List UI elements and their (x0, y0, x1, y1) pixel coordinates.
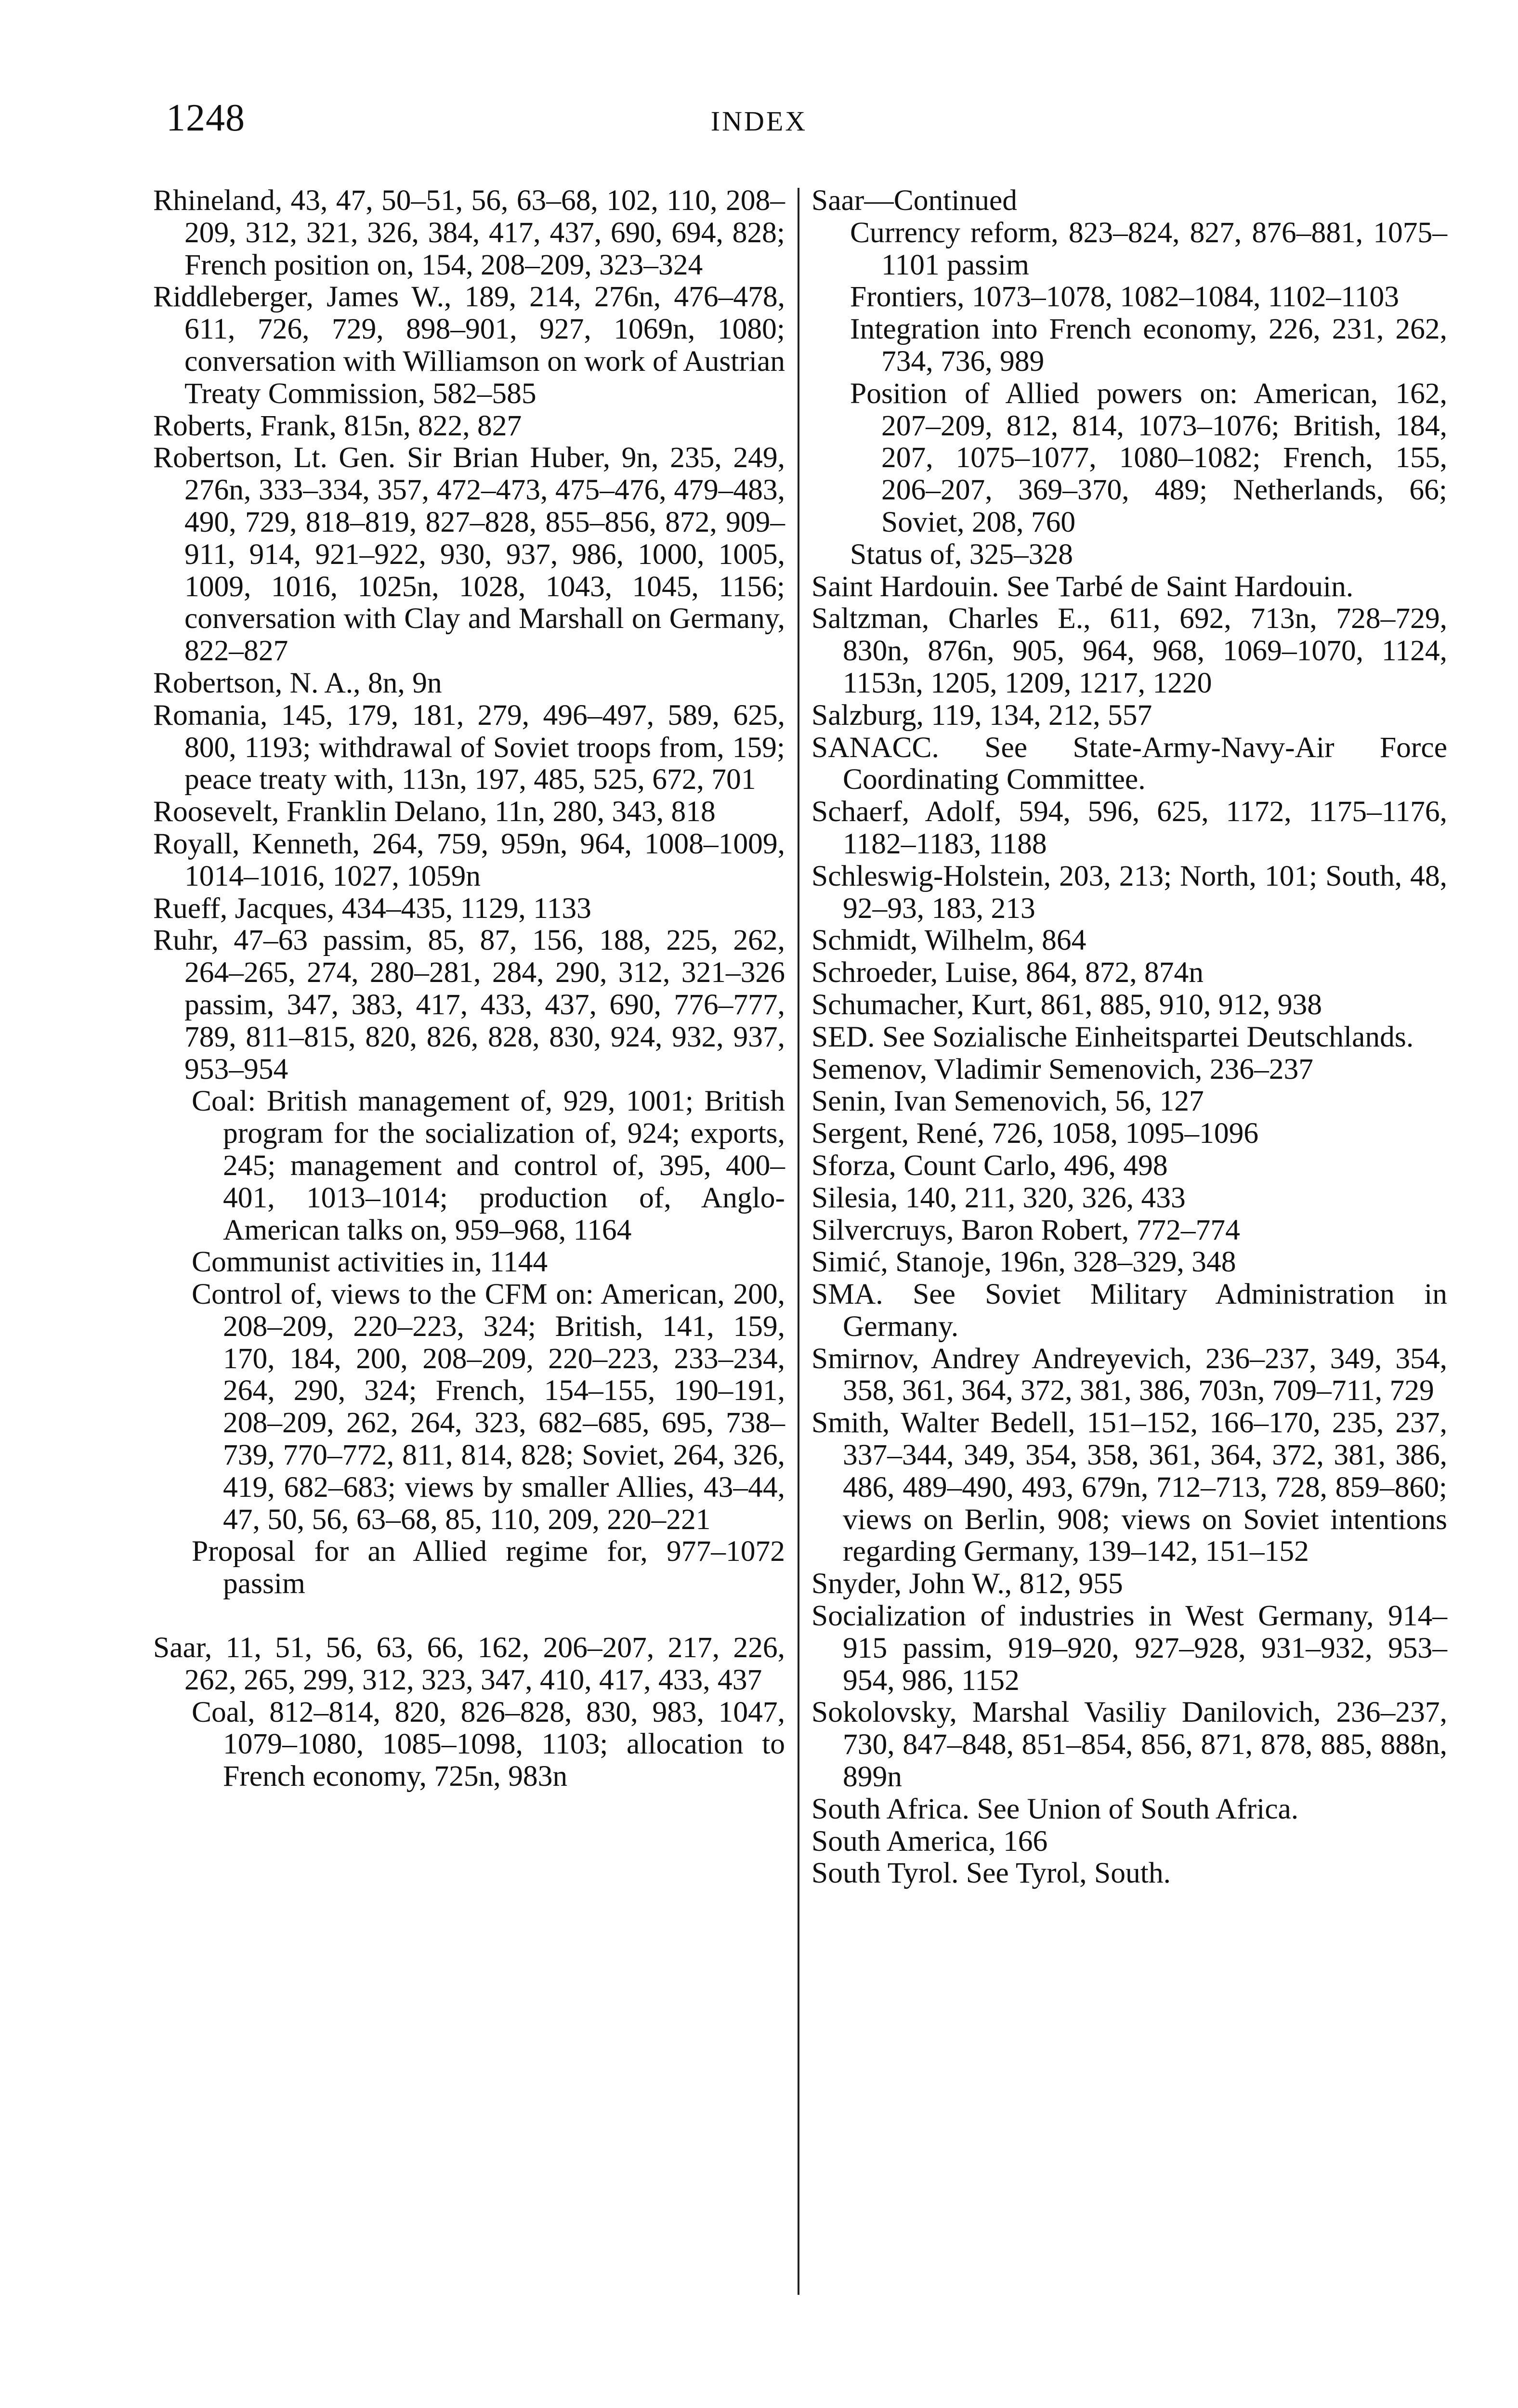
index-entry: Sokolovsky, Marshal Vasiliy Danilovich, 236–237, 730, 847–848, 851–854, 856, 871, 878, 885, 888n, 899n (811, 1696, 1447, 1793)
index-subentry: Control of, views to the CFM on: American, 200, 208–209, 220–223, 324; British, 141, 159, 170, 184, 200, 208–209, 220–223, 233–234, 264, 290, 324; French, 154–155, 190–191, 208–209, 262, 264, 323, 682–685, 695, 738–739, 770–772, 811, 814, 828; Soviet, 264, 326, 419, 682–683; views by smaller Allies, 43–44, 47, 50, 56, 63–68, 85, 110, 209, 220–221 (192, 1278, 785, 1536)
index-entry: Sergent, René, 726, 1058, 1095–1096 (811, 1117, 1259, 1150)
index-subentry: Coal, 812–814, 820, 826–828, 830, 983, 1047, 1079–1080, 1085–1098, 1103; allocation to French economy, 725n, 983n (192, 1695, 785, 1793)
column-divider (798, 188, 799, 2295)
index-entry: Senin, Ivan Semenovich, 56, 127 (811, 1085, 1204, 1118)
index-column-left (153, 184, 785, 1793)
index-entry: Schmidt, Wilhelm, 864 (811, 924, 1086, 957)
index-entry: Romania, 145, 179, 181, 279, 496–497, 589, 625, 800, 1193; withdrawal of Soviet troops from, 159; peace treaty with, 113n, 197, 485, 525, 672, 701 (153, 698, 785, 796)
page-number: 1248 (166, 97, 245, 139)
running-head: INDEX (710, 105, 808, 137)
index-entry: Saint Hardouin. See Tarbé de Saint Hardouin. (811, 570, 1354, 603)
index-entry: South America, 166 (811, 1824, 1048, 1858)
index-entry: Roosevelt, Franklin Delano, 11n, 280, 343, 818 (153, 795, 716, 828)
index-entry: Saltzman, Charles E., 611, 692, 713n, 728–729, 830n, 876n, 905, 964, 968, 1069–1070, 1124, 1153n, 1205, 1209, 1217, 1220 (811, 602, 1447, 699)
index-subentry: Status of, 325–328 (850, 537, 1073, 571)
index-subentry: Position of Allied powers on: American, 162, 207–209, 812, 814, 1073–1076; British, 184, 207, 1075–1077, 1080–1082; French, 155, 206–207, 369–370, 489; Netherlands, 66; Soviet, 208, 760 (850, 377, 1447, 538)
index-entry: Schleswig-Holstein, 203, 213; North, 101; South, 48, 92–93, 183, 213 (811, 859, 1447, 925)
index-subentry: Frontiers, 1073–1078, 1082–1084, 1102–1103 (850, 280, 1400, 314)
index-entry: Saar—Continued (811, 184, 1018, 217)
index-entry: Riddleberger, James W., 189, 214, 276n, 476–478, 611, 726, 729, 898–901, 927, 1069n, 1080; conversation with Williamson on work of Austrian Treaty Commission, 582–585 (153, 280, 785, 410)
index-subentry: Communist activities in, 1144 (192, 1245, 548, 1279)
index-entry: Socialization of industries in West Germany, 914–915 passim, 919–920, 927–928, 931–932, 953–954, 986, 1152 (811, 1599, 1447, 1697)
index-entry: Sforza, Count Carlo, 496, 498 (811, 1149, 1168, 1182)
index-entry: Silesia, 140, 211, 320, 326, 433 (811, 1181, 1186, 1214)
index-entry: Schroeder, Luise, 864, 872, 874n (811, 956, 1204, 989)
index-entry: Snyder, John W., 812, 955 (811, 1567, 1123, 1600)
index-entry: SANACC. See State-Army-Navy-Air Force Coordinating Committee. (811, 731, 1447, 796)
index-entry: SMA. See Soviet Military Administration in Germany. (811, 1278, 1447, 1343)
index-entry: Robertson, Lt. Gen. Sir Brian Huber, 9n, 235, 249, 276n, 333–334, 357, 472–473, 475–476, 479–483, 490, 729, 818–819, 827–828, 855–856, 872, 909–911, 914, 921–922, 930, 937, 986, 1000, 1005, 1009, 1016, 1025n, 1028, 1043, 1045, 1156; conversation with Clay and Marshall on Germany, 822–827 (153, 441, 785, 667)
index-subentry: Proposal for an Allied regime for, 977–1072 passim (192, 1535, 785, 1600)
index-entry: Roberts, Frank, 815n, 822, 827 (153, 409, 522, 442)
index-entry: Silvercruys, Baron Robert, 772–774 (811, 1213, 1240, 1246)
entry-gap (153, 1600, 785, 1632)
index-subentry: Integration into French economy, 226, 231, 262, 734, 736, 989 (850, 313, 1447, 378)
index-entry: Ruhr, 47–63 passim, 85, 87, 156, 188, 225, 262, 264–265, 274, 280–281, 284, 290, 312, 321–326 passim, 347, 383, 417, 433, 437, 690, 776–777, 789, 811–815, 820, 826, 828, 830, 924, 932, 937, 953–954 (153, 924, 785, 1086)
index-entry: Salzburg, 119, 134, 212, 557 (811, 698, 1152, 732)
index-entry: Schaerf, Adolf, 594, 596, 625, 1172, 1175–1176, 1182–1183, 1188 (811, 795, 1447, 860)
index-entry: Simić, Stanoje, 196n, 328–329, 348 (811, 1245, 1236, 1279)
index-entry: Saar, 11, 51, 56, 63, 66, 162, 206–207, 217, 226, 262, 265, 299, 312, 323, 347, 410, 417, 433, 437 (153, 1631, 785, 1696)
index-subentry: Currency reform, 823–824, 827, 876–881, 1075–1101 passim (850, 216, 1447, 281)
index-entry: Schumacher, Kurt, 861, 885, 910, 912, 938 (811, 988, 1322, 1021)
index-column-right (811, 184, 1447, 1889)
index-entry: Semenov, Vladimir Semenovich, 236–237 (811, 1052, 1313, 1086)
index-entry: Smirnov, Andrey Andreyevich, 236–237, 349, 354, 358, 361, 364, 372, 381, 386, 703n, 709–711, 729 (811, 1342, 1447, 1407)
index-entry: Robertson, N. A., 8n, 9n (153, 666, 442, 699)
index-subentry: Coal: British management of, 929, 1001; British program for the socialization of, 924; exports, 245; management and control of, 395, 400–401, 1013–1014; production of, Anglo-American talks on, 959–968, 1164 (192, 1085, 785, 1246)
index-entry: Rhineland, 43, 47, 50–51, 56, 63–68, 102, 110, 208–209, 312, 321, 326, 384, 417, 437, 690, 694, 828; French position on, 154, 208–209, 323–324 (153, 184, 785, 281)
index-entry: South Africa. See Union of South Africa. (811, 1792, 1299, 1825)
index-entry: Smith, Walter Bedell, 151–152, 166–170, 235, 237, 337–344, 349, 354, 358, 361, 364, 372, 381, 386, 486, 489–490, 493, 679n, 712–713, 728, 859–860; views on Berlin, 908; views on Soviet intentions regarding Germany, 139–142, 151–152 (811, 1406, 1447, 1568)
index-entry: SED. See Sozialische Einheitspartei Deutschlands. (811, 1020, 1414, 1053)
index-entry: Rueff, Jacques, 434–435, 1129, 1133 (153, 891, 591, 925)
index-entry: South Tyrol. See Tyrol, South. (811, 1857, 1171, 1890)
index-entry: Royall, Kenneth, 264, 759, 959n, 964, 1008–1009, 1014–1016, 1027, 1059n (153, 827, 785, 892)
